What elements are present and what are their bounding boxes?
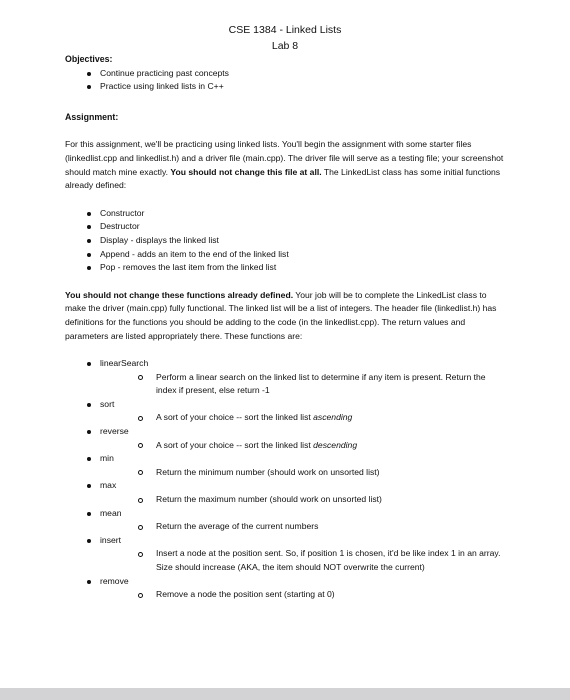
predefined-functions-list (65, 207, 505, 275)
description-emphasis: ascending (313, 412, 353, 423)
function-item-remove (65, 575, 505, 602)
instructions-bold-text: You should not change these functions already defined. (65, 289, 294, 300)
function-name: linearSearch (100, 358, 149, 369)
intro-text-end: The LinkedList class has some initial functions already defined: (65, 166, 501, 191)
description-text: A sort of your choice -- sort the linked list (156, 412, 314, 423)
function-description (121, 439, 505, 453)
viewer-bottom-bar (0, 688, 570, 700)
description-text: A sort of your choice -- sort the linked list (156, 439, 314, 450)
predefined-function-item: Pop - removes the last item from the linked list (65, 261, 505, 275)
function-name: insert (100, 534, 122, 545)
assignment-heading: Assignment: (65, 111, 119, 122)
objective-item: Practice using linked lists in C++ (65, 80, 505, 94)
function-item-sort (65, 398, 505, 425)
assignment-intro (65, 138, 505, 192)
predefined-function-item: Append - adds an item to the end of the linked list (65, 248, 505, 262)
predefined-function-item: Display - displays the linked list (65, 234, 505, 248)
function-description: Return the maximum number (should work on unsorted list) (121, 493, 505, 507)
objective-item: Continue practicing past concepts (65, 67, 505, 81)
function-description: Return the minimum number (should work on unsorted list) (121, 466, 505, 480)
function-name: reverse (100, 426, 129, 437)
function-name: remove (100, 575, 129, 586)
predefined-function-item: Destructor (65, 220, 505, 234)
predefined-function-item: Constructor (65, 207, 505, 221)
instructions-text: Your job will be to complete the LinkedList class to make the driver (main.cpp) fully functional. The linked list will be a list of integers. The header file (linkedlist.h) has definitions for the functions you should be adding to the code (in the linkedlist.cpp). The return values and parameters are listed appropriately there. These functions are: (65, 289, 497, 341)
function-item-min (65, 452, 505, 479)
description-emphasis: descending (313, 439, 358, 450)
function-item-insert (65, 534, 505, 575)
function-item-max (65, 479, 505, 506)
function-item-reverse (65, 425, 505, 452)
intro-bold-text: You should not change this file at all. (170, 166, 322, 177)
function-name: min (100, 453, 114, 464)
intro-text: For this assignment, we'll be practicing using linked lists. You'll begin the assignment with some starter files (linkedlist.cpp and linkedlist.h) and a driver file (main.cpp). The driver file will serve as a testing file; your screenshot should match mine exactly. (65, 139, 504, 177)
required-functions-list (65, 357, 505, 602)
document-body (65, 53, 505, 602)
function-item-linear-search (65, 357, 505, 398)
function-description: Insert a node at the position sent. So, if position 1 is chosen, it'd be like index 1 in an array. Size should increase (AKA, the item should NOT overwrite the current) (121, 547, 505, 574)
function-item-mean (65, 507, 505, 534)
objectives-list (65, 67, 505, 94)
function-description: Perform a linear search on the linked list to determine if any item is present. Return the index if present, else return -1 (121, 371, 505, 398)
objectives-heading: Objectives: (65, 54, 113, 64)
function-description: Return the average of the current numbers (121, 520, 505, 534)
assignment-instructions (65, 289, 505, 343)
document-header (0, 22, 570, 54)
function-description (121, 411, 505, 425)
function-name: max (100, 480, 117, 491)
document-subtitle: Lab 8 (271, 40, 299, 52)
function-name: sort (100, 398, 115, 409)
document-title: CSE 1384 - Linked Lists (228, 24, 342, 36)
function-name: mean (100, 507, 122, 518)
function-description: Remove a node the position sent (starting at 0) (121, 588, 505, 602)
